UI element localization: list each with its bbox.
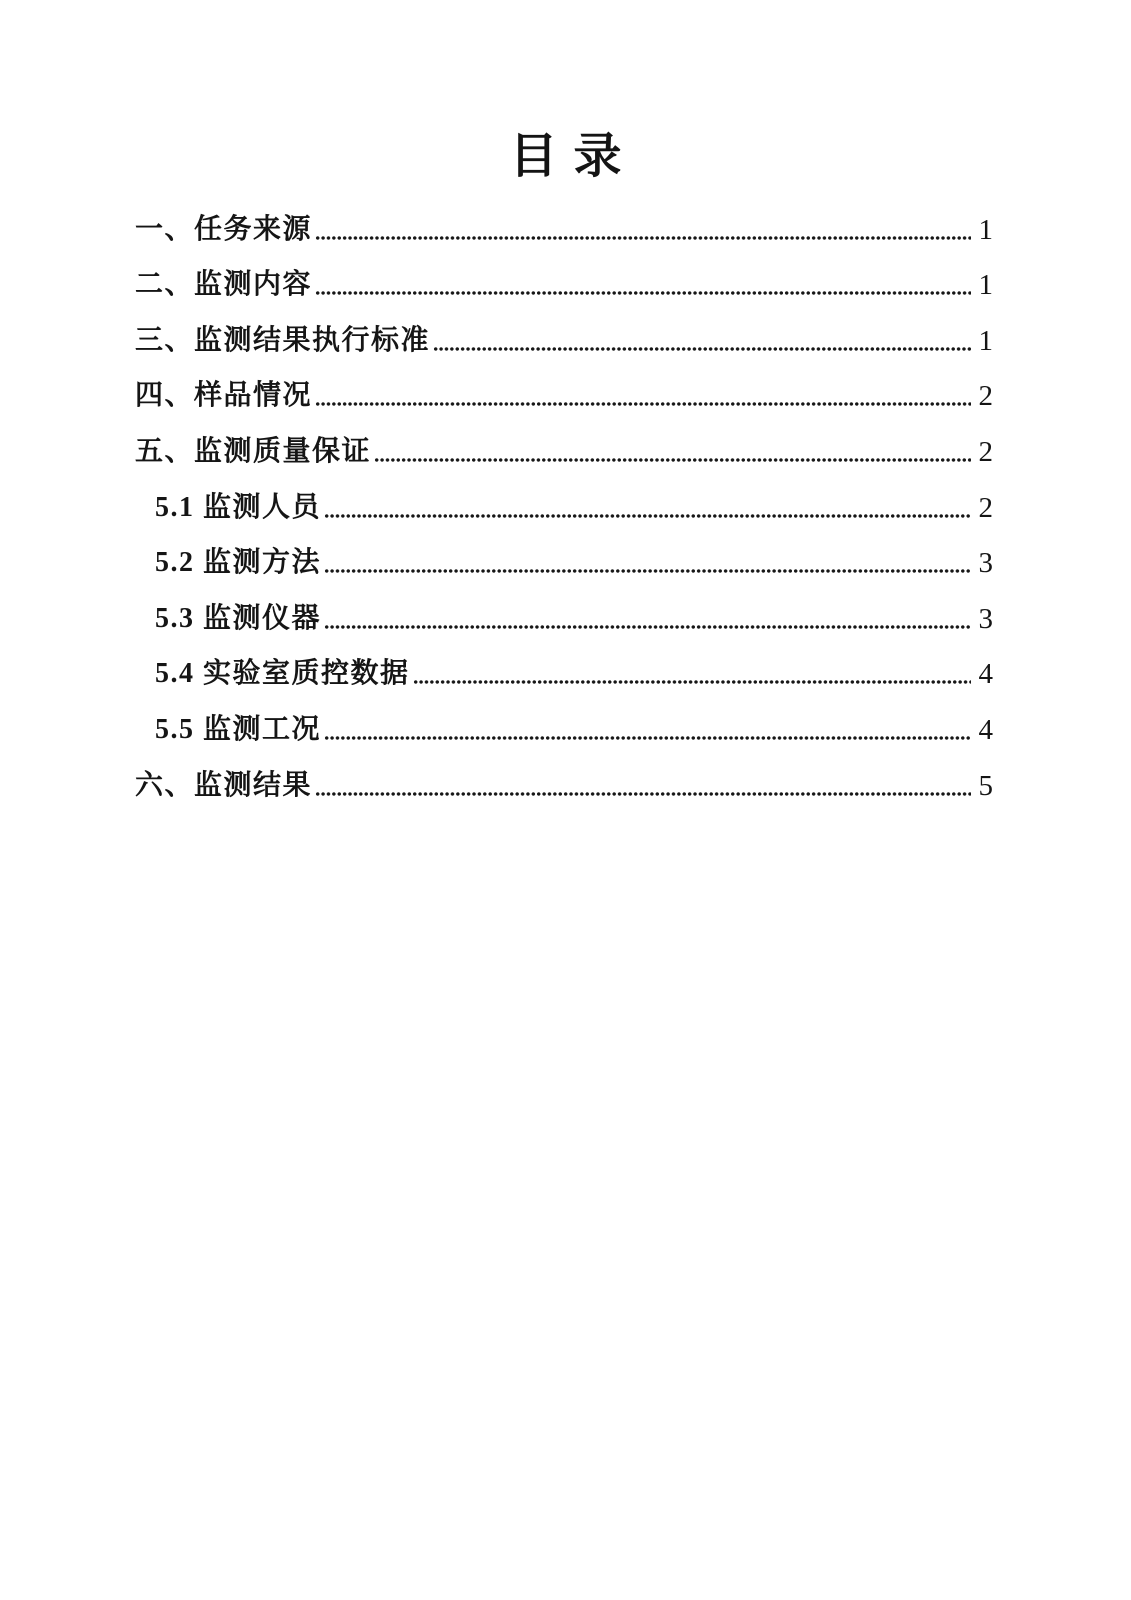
- toc-leader-dots: [324, 623, 970, 631]
- toc-leader-dots: [324, 512, 970, 520]
- toc-entry-page: 2: [978, 491, 993, 524]
- toc-entry-label: 5.1 监测人员: [155, 491, 322, 523]
- toc-entry[interactable]: [135, 589, 993, 645]
- toc-leader-dots: [315, 289, 970, 297]
- toc-entry-page: 1: [978, 269, 993, 302]
- toc-entry-page: 4: [978, 713, 993, 746]
- toc-entry-label: 一、任务来源: [135, 213, 313, 245]
- toc-entry-label: 5.3 监测仪器: [155, 602, 322, 634]
- toc-entry-label: 5.5 监测工况: [155, 713, 322, 745]
- toc-entry-page: 3: [978, 602, 993, 635]
- toc-entry-page: 5: [978, 769, 993, 802]
- toc-entry[interactable]: [135, 200, 993, 256]
- toc-leader-dots: [315, 790, 970, 798]
- toc-entry-page: 1: [978, 213, 993, 246]
- toc-entry-label: 5.2 监测方法: [155, 547, 322, 579]
- toc-leader-dots: [374, 456, 970, 464]
- toc-leader-dots: [315, 400, 970, 408]
- table-of-contents: [135, 200, 993, 812]
- toc-entry[interactable]: [135, 645, 993, 701]
- toc-entry-label: 三、监测结果执行标准: [135, 324, 431, 356]
- toc-entry[interactable]: [135, 478, 993, 534]
- toc-leader-dots: [315, 234, 970, 242]
- toc-entry-page: 1: [978, 324, 993, 357]
- toc-entry-page: 2: [978, 435, 993, 468]
- toc-entry-label: 5.4 实验室质控数据: [155, 658, 410, 690]
- toc-entry-page: 3: [978, 547, 993, 580]
- toc-entry[interactable]: [135, 311, 993, 367]
- toc-leader-dots: [413, 678, 971, 686]
- toc-entry-label: 五、监测质量保证: [135, 435, 372, 467]
- toc-entry[interactable]: [135, 700, 993, 756]
- toc-leader-dots: [324, 734, 970, 742]
- toc-entry-label: 四、样品情况: [135, 380, 313, 412]
- toc-entry[interactable]: [135, 422, 993, 478]
- page-title: 目录: [509, 130, 638, 183]
- toc-entry[interactable]: [135, 756, 993, 812]
- toc-entry[interactable]: [135, 534, 993, 590]
- toc-entry-label: 六、监测结果: [135, 769, 313, 801]
- toc-entry[interactable]: [135, 256, 993, 312]
- toc-entry-label: 二、监测内容: [135, 269, 313, 301]
- toc-leader-dots: [324, 567, 970, 575]
- toc-entry-page: 4: [978, 658, 993, 691]
- toc-entry-page: 2: [978, 380, 993, 413]
- toc-leader-dots: [433, 345, 970, 353]
- toc-entry[interactable]: [135, 367, 993, 423]
